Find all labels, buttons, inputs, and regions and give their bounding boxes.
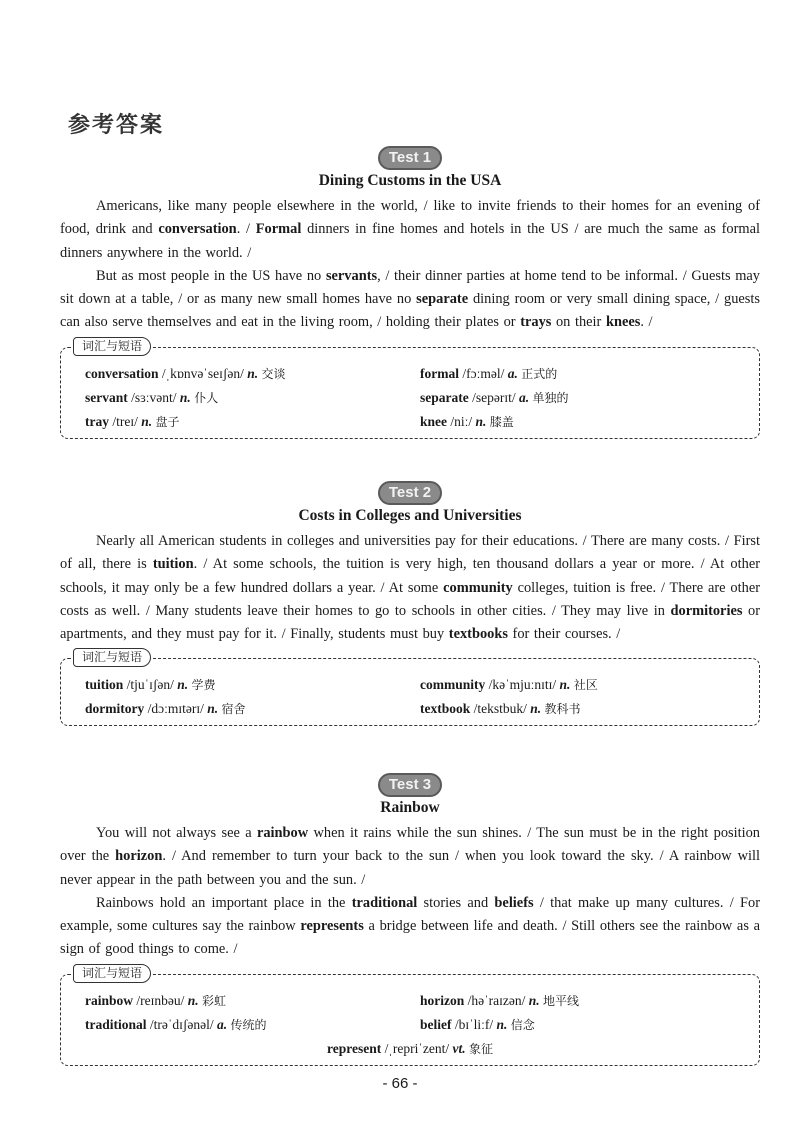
vocab-meaning: 盘子 — [155, 414, 180, 429]
test-badge: Test 2 — [378, 481, 442, 505]
paragraph — [60, 822, 760, 892]
vocab-entry — [420, 362, 735, 386]
vocab-grid — [85, 989, 735, 1061]
vocab-entry — [85, 673, 400, 697]
vocab-part-of-speech: n. — [528, 992, 540, 1008]
vocab-part-of-speech: a. — [518, 389, 530, 405]
vocab-meaning: 传统的 — [230, 1017, 267, 1032]
vocab-meaning: 象征 — [468, 1041, 493, 1056]
vocab-meaning: 单独的 — [532, 390, 569, 405]
text-run: colleges, tuition is free. / There are other costs as well. / Many students leave their homes to go to schools in other cities. / They may live in — [60, 579, 760, 619]
vocab-label: 词汇与短语 — [73, 337, 151, 356]
vocab-word: separate — [420, 389, 469, 405]
vocab-entry — [85, 1037, 735, 1061]
text-run: Nearly all American students in colleges and universities pay for their educations. / There are many costs. / First of all, there is — [60, 533, 760, 573]
vocab-entry — [420, 697, 735, 721]
vocab-phonetic: /fɔːməl/ — [462, 365, 505, 381]
vocab-part-of-speech: n. — [559, 677, 571, 693]
vocab-phonetic: /trəˈdɪʃənəl/ — [149, 1016, 214, 1032]
text-run: . / And remember to turn your back to the sun / when you look toward the sky. / A rainbow will never appear in the path between you and the sun. / — [60, 848, 760, 888]
text-run: But as most people in the US have no — [96, 267, 326, 284]
vocab-box — [60, 965, 760, 1066]
keyword: textbooks — [448, 626, 508, 643]
vocab-part-of-speech: n. — [475, 413, 487, 429]
vocab-entry — [85, 362, 400, 386]
test-3-section — [60, 773, 760, 1066]
paragraph — [60, 892, 760, 962]
keyword: trays — [520, 314, 552, 331]
vocab-box — [60, 338, 760, 439]
text-run: dinners in fine homes and hotels in the US / are much the same as formal dinners anywhere in the world. / — [60, 221, 760, 261]
vocab-part-of-speech: n. — [179, 389, 191, 405]
keyword: servants — [325, 267, 378, 284]
keyword: beliefs — [494, 894, 534, 911]
vocab-meaning: 地平线 — [543, 993, 580, 1008]
vocab-entry — [85, 989, 400, 1013]
keyword: conversation — [158, 221, 237, 238]
vocab-word: rainbow — [85, 992, 134, 1008]
vocab-word: tuition — [85, 677, 124, 693]
text-run: for their courses. / — [507, 626, 621, 643]
vocab-meaning: 仆人 — [194, 390, 219, 405]
vocab-label: 词汇与短语 — [73, 964, 151, 983]
keyword: represents — [300, 918, 364, 935]
text-run: a bridge between life and death. / Still others see the rainbow as a sign of good things to come. / — [60, 918, 760, 958]
vocab-word: community — [420, 677, 486, 693]
vocab-entry — [85, 386, 400, 410]
vocab-meaning: 交谈 — [261, 366, 286, 381]
paragraph — [60, 530, 760, 646]
page-heading: 参考答案 — [68, 113, 165, 138]
text-run: / that make up many cultures. / For example, some cultures say the rainbow — [60, 894, 760, 935]
vocab-entry — [420, 410, 735, 434]
text-run: . / — [640, 314, 653, 331]
keyword: dormitories — [670, 602, 743, 619]
vocab-phonetic: /reɪnbəu/ — [136, 992, 185, 1008]
vocab-word: traditional — [85, 1016, 147, 1032]
vocab-word: belief — [420, 1016, 452, 1032]
vocab-phonetic: /sepərɪt/ — [472, 389, 516, 405]
vocab-part-of-speech: n. — [141, 413, 153, 429]
vocab-word: horizon — [420, 992, 465, 1008]
vocab-part-of-speech: a. — [216, 1016, 228, 1032]
text-run: , / their dinner parties at home tend to be informal. / Guests may sit down at a table, / or as many new small homes have no — [60, 267, 760, 308]
vocab-phonetic: /kəˈmjuːnɪtɪ/ — [488, 677, 557, 693]
vocab-entry — [420, 989, 735, 1013]
keyword: traditional — [351, 894, 418, 911]
text-run: . / At some schools, the tuition is very high, ten thousand dollars a year or more. / At other schools, it may only be a few hundred dollars a year. / At some — [60, 556, 760, 596]
article-title: Costs in Colleges and Universities — [298, 507, 522, 524]
paragraph — [60, 265, 760, 335]
vocab-part-of-speech: n. — [187, 992, 199, 1008]
text-run: stories and — [417, 894, 495, 911]
vocab-meaning: 信念 — [510, 1017, 535, 1032]
paragraph — [60, 195, 760, 265]
vocab-part-of-speech: n. — [177, 677, 189, 693]
text-run: or apartments, and they must pay for it. / Finally, students must buy — [60, 602, 760, 643]
vocab-word: formal — [420, 365, 459, 381]
vocab-meaning: 教科书 — [544, 702, 581, 717]
test-1-section — [60, 146, 760, 439]
vocab-meaning: 膝盖 — [489, 414, 514, 429]
text-run: You will not always see a — [96, 825, 257, 841]
article-title: Dining Customs in the USA — [318, 172, 502, 189]
vocab-word: dormitory — [85, 701, 145, 717]
vocab-word: tray — [85, 413, 109, 429]
vocab-phonetic: /ˌkɒnvəˈseɪʃən/ — [161, 365, 244, 381]
vocab-word: knee — [420, 413, 447, 429]
keyword: tuition — [152, 556, 194, 573]
vocab-entry — [85, 1013, 400, 1037]
vocab-part-of-speech: a. — [507, 365, 518, 381]
vocab-phonetic: /sɜːvənt/ — [131, 389, 177, 405]
vocab-part-of-speech: n. — [247, 365, 259, 381]
vocab-phonetic: /niː/ — [450, 413, 473, 429]
vocab-phonetic: /ˌrepriˈzent/ — [384, 1040, 450, 1056]
vocab-part-of-speech: n. — [496, 1016, 508, 1032]
vocab-meaning: 学费 — [191, 678, 216, 693]
vocab-part-of-speech: n. — [207, 701, 219, 717]
vocab-word: servant — [85, 389, 128, 405]
article-title: Rainbow — [380, 799, 440, 816]
vocab-box — [60, 650, 760, 726]
vocab-entry — [85, 410, 400, 434]
keyword: knees — [605, 314, 641, 331]
keyword: rainbow — [256, 825, 309, 841]
vocab-phonetic: /həˈraɪzən/ — [467, 992, 526, 1008]
vocab-grid — [85, 362, 735, 434]
test-2-section — [60, 481, 760, 726]
vocab-grid — [85, 673, 735, 721]
text-run: Americans, like many people elsewhere in the world, / like to invite friends to their homes for an evening of food, drink and — [60, 198, 760, 238]
keyword: Formal — [255, 221, 302, 238]
keyword: community — [443, 579, 513, 596]
text-run: Rainbows hold an important place in the — [96, 894, 352, 911]
keyword: horizon — [115, 848, 163, 865]
vocab-label: 词汇与短语 — [73, 648, 151, 667]
page-number: - 66 - — [382, 1075, 418, 1092]
vocab-phonetic: /tjuˈɪʃən/ — [126, 677, 174, 693]
vocab-part-of-speech: n. — [530, 701, 542, 717]
vocab-meaning: 宿舍 — [221, 702, 246, 717]
vocab-phonetic: /treɪ/ — [112, 413, 138, 429]
vocab-phonetic: /dɔːmɪtərɪ/ — [147, 701, 204, 717]
text-run: on their — [551, 314, 606, 331]
vocab-phonetic: /tekstbuk/ — [473, 701, 527, 717]
vocab-word: represent — [327, 1040, 382, 1056]
vocab-meaning: 彩虹 — [202, 993, 227, 1008]
vocab-meaning: 社区 — [573, 678, 598, 693]
keyword: separate — [416, 291, 469, 308]
text-run: . / — [236, 221, 256, 238]
vocab-entry — [85, 697, 400, 721]
vocab-entry — [420, 1013, 735, 1037]
text-run: dining room or very small dining space, / guests can also serve themselves and eat in the living room, / holding their plates or — [60, 291, 760, 331]
vocab-word: textbook — [420, 701, 471, 717]
vocab-phonetic: /bɪˈliːf/ — [454, 1016, 494, 1032]
vocab-word: conversation — [85, 365, 159, 381]
test-badge: Test 1 — [378, 146, 442, 170]
text-run: when it rains while the sun shines. / The sun must be in the right position over the — [60, 825, 760, 865]
vocab-meaning: 正式的 — [521, 366, 558, 381]
test-badge: Test 3 — [378, 773, 442, 797]
vocab-entry — [420, 386, 735, 410]
vocab-entry — [420, 673, 735, 697]
vocab-part-of-speech: vt. — [452, 1040, 466, 1056]
